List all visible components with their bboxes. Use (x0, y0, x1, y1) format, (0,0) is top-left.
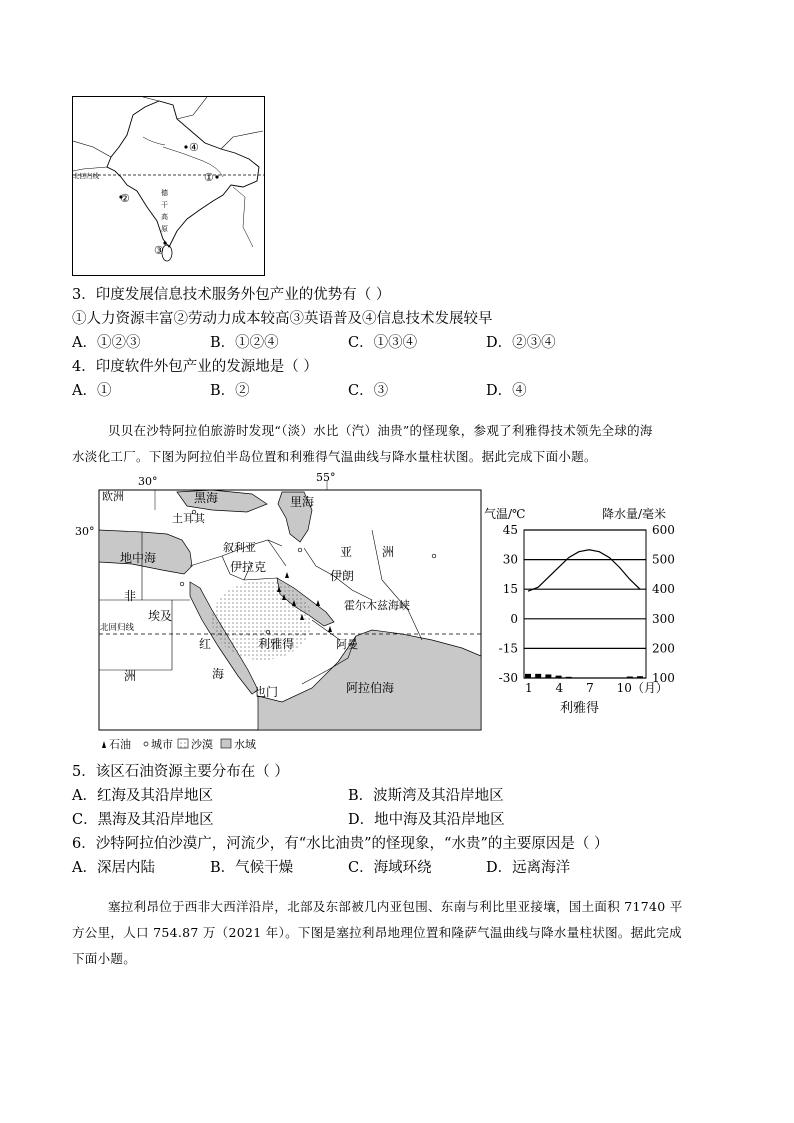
month-tick-label: 10（月） (616, 681, 668, 695)
climate-city-label: 利雅得 (560, 701, 600, 716)
legend-desert-icon (178, 739, 188, 748)
q6-option-c[interactable]: C．海域环绕 (348, 860, 432, 876)
india-map (72, 96, 265, 276)
q3-option-c[interactable]: C．①③④ (348, 335, 418, 351)
q5-option-c[interactable]: C．黑海及其沿岸地区 (72, 812, 214, 828)
intro2-line1: 贝贝在沙特阿拉伯旅游时发现“（淡）水比（汽）油贵”的怪现象，参观了利雅得技术领先全球的海 (108, 423, 653, 438)
label-africa-2: 洲 (124, 669, 137, 683)
precip-tick-label: 100 (652, 671, 675, 685)
intro2-line2: 水淡化工厂。下图为阿拉伯半岛位置和利雅得气温曲线与降水量柱状图。据此完成下面小题。 (72, 449, 597, 464)
q5-option-d[interactable]: D．地中海及其沿岸地区 (348, 812, 505, 828)
q4-option-a[interactable]: A．① (72, 383, 112, 399)
climate-chart-svg (484, 502, 704, 722)
legend-oil-icon (102, 741, 106, 748)
q4-option-d[interactable]: D．④ (486, 383, 527, 399)
q3-items: ①人力资源丰富②劳动力成本较高③英语普及④信息技术发展较早 (72, 311, 493, 327)
q3-option-b[interactable]: B．①②④ (210, 335, 279, 351)
q4-stem: 4．印度软件外包产业的发源地是（ ） (72, 359, 318, 375)
legend-city-icon (144, 742, 148, 746)
lon-30-label: 30° (138, 475, 158, 488)
month-tick-label: 4 (555, 681, 564, 695)
temp-tick-label: 45 (502, 523, 518, 537)
precip-bar (637, 676, 643, 678)
lat-30-label: 30° (75, 525, 95, 538)
q3-option-a[interactable]: A．①②③ (72, 335, 141, 351)
plateau-char-1: 德 (161, 189, 168, 197)
legend-oil: 石油 (109, 738, 131, 751)
label-riyadh: 利雅得 (258, 637, 295, 651)
q4-option-b[interactable]: B．② (210, 383, 250, 399)
temp-tick-label: -15 (498, 641, 518, 656)
label-africa: 非 (124, 589, 137, 603)
q5-option-b[interactable]: B．波斯湾及其沿岸地区 (348, 788, 504, 804)
precip-axis-title: 降水量/毫米 (602, 507, 667, 521)
q3-stem: 3．印度发展信息技术服务外包产业的优势有（ ） (72, 287, 391, 303)
precip-bar (535, 674, 541, 678)
temp-axis-title: 气温/℃ (484, 507, 526, 521)
intro3-line1: 塞拉利昂位于西非大西洋沿岸，北部及东部被几内亚包围、东南与利比里亚接壤，国土面积 71740 平 (108, 899, 683, 914)
intro3-line3: 下面小题。 (72, 951, 137, 966)
intro3-line2: 方公里，人口 754.87 万（2021 年）。下图是塞拉利昂地理位置和隆萨气温曲线与降水量柱状图。据此完成 (72, 925, 682, 940)
label-europe: 欧洲 (102, 490, 124, 503)
legend-desert: 沙漠 (191, 738, 213, 751)
label-iran: 伊朗 (330, 569, 355, 583)
precip-tick-label: 600 (652, 523, 675, 537)
label-red-sea-2: 海 (212, 667, 225, 681)
label-egypt: 埃及 (148, 609, 173, 623)
q4-option-c[interactable]: C．③ (348, 383, 389, 399)
label-arabian-sea: 阿拉伯海 (346, 681, 395, 695)
precip-bar (556, 676, 562, 678)
climate-plot-frame (524, 530, 646, 678)
precip-tick-label: 400 (652, 582, 675, 597)
legend-water: 水域 (234, 738, 256, 751)
q6-option-d[interactable]: D．远离海洋 (486, 860, 571, 876)
india-tropic-label: 北回归线 (73, 172, 99, 180)
precip-tick-label: 500 (652, 552, 675, 567)
marker-2: ② (120, 192, 130, 205)
month-tick-label: 7 (586, 681, 594, 695)
label-tropic: 北回归线 (100, 623, 135, 633)
plateau-char-4: 原 (161, 225, 168, 233)
q5-option-a[interactable]: A．红海及其沿岸地区 (72, 788, 213, 804)
precip-bar (525, 674, 531, 678)
precip-tick-label: 200 (652, 641, 675, 656)
precip-tick-label: 300 (652, 611, 675, 626)
temp-tick-label: 30 (502, 552, 518, 567)
marker-3: ③ (154, 244, 164, 257)
temperature-line (528, 550, 640, 591)
label-syria: 叙利亚 (223, 541, 256, 554)
label-turkey: 土耳其 (172, 512, 205, 525)
legend-city: 城市 (151, 738, 173, 751)
label-yemen: 也门 (254, 685, 279, 699)
q6-option-a[interactable]: A．深居内陆 (72, 860, 155, 876)
lon-55-label: 55° (316, 471, 336, 484)
label-black-sea: 黑海 (194, 491, 219, 505)
precip-bar (545, 674, 551, 678)
q3-option-d[interactable]: D．②③④ (486, 335, 556, 351)
plateau-char-3: 高 (161, 213, 168, 221)
month-tick-label: 1 (525, 681, 533, 695)
label-asia: 亚 (340, 545, 353, 559)
label-oman: 阿曼 (336, 638, 358, 651)
label-asia-2: 洲 (382, 545, 395, 559)
temp-tick-label: -30 (498, 671, 518, 685)
label-caspian: 里海 (290, 495, 315, 509)
q6-stem: 6．沙特阿拉伯沙漠广，河流少，有“水比油贵”的怪现象，“水贵”的主要原因是（ ） (72, 836, 609, 852)
legend-water-icon (221, 739, 231, 748)
arabia-map (72, 470, 484, 752)
precip-bar (566, 677, 572, 678)
marker-1: ① (204, 171, 214, 184)
plateau-char-2: 干 (161, 201, 168, 209)
q5-stem: 5．该区石油资源主要分布在（ ） (72, 764, 289, 780)
india-outline (107, 101, 259, 247)
q6-option-b[interactable]: B．气候干燥 (210, 860, 294, 876)
precip-bar (627, 677, 633, 678)
marker-4: ④ (189, 141, 199, 154)
label-red-sea: 红 (199, 637, 212, 651)
arabia-map-svg (72, 470, 484, 752)
india-map-svg (73, 97, 264, 275)
label-med: 地中海 (120, 551, 157, 565)
temp-tick-label: 0 (510, 611, 518, 626)
temp-tick-label: 15 (502, 582, 518, 597)
label-iraq: 伊拉克 (230, 560, 267, 574)
map-legend (102, 737, 256, 751)
climate-chart (484, 502, 704, 722)
label-hormuz: 霍尔木兹海峡 (344, 599, 410, 612)
